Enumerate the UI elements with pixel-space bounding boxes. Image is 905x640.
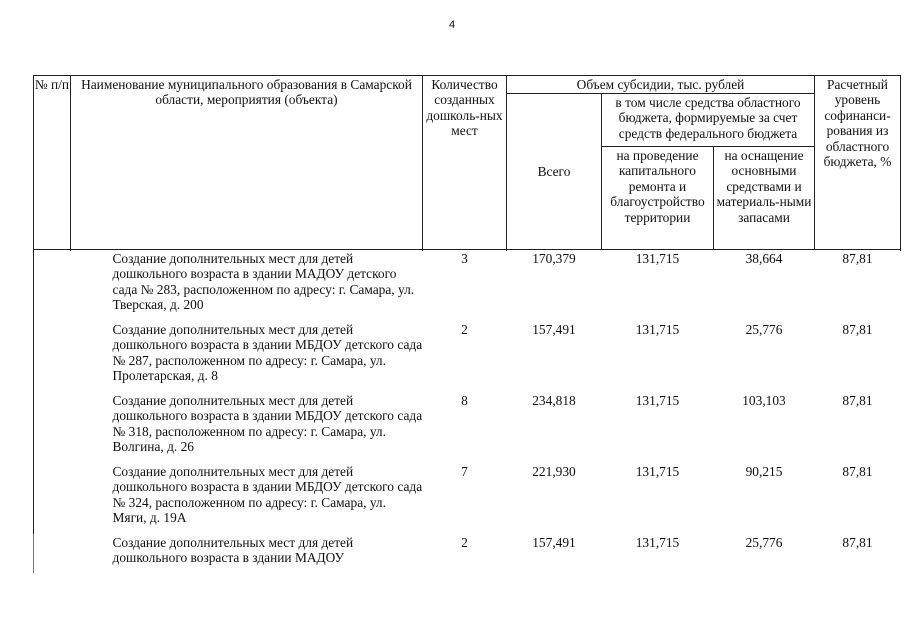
- row-equipment: 25,776: [745, 322, 783, 337]
- row-cofinancing-rate: 87,81: [842, 535, 873, 550]
- row-cofinancing-rate: 87,81: [842, 322, 873, 337]
- row-places-count: 8: [461, 393, 468, 408]
- row-capital-repair: 131,715: [635, 393, 680, 408]
- table-row: [34, 392, 901, 463]
- header-total: Всего: [507, 94, 602, 250]
- row-object-name: Создание дополнительных мест для детей дошкольного возраста в здании МАДОУ: [112, 535, 354, 566]
- row-total: 234,818: [532, 393, 576, 408]
- table-row: [34, 463, 901, 534]
- row-places-count: 2: [461, 535, 468, 550]
- row-object-name: Создание дополнительных мест для детей дошкольного возраста в здании МБДОУ детского сада № 318, расположенном по адресу: г. Самара, ул. Волгина, д. 26: [112, 393, 423, 455]
- header-number: № п/п: [34, 76, 71, 250]
- row-total: 221,930: [532, 464, 576, 479]
- row-equipment: 90,215: [745, 464, 783, 479]
- row-equipment: 103,103: [742, 393, 786, 408]
- header-equipment: на оснащение основными средствами и материаль-ными запасами: [714, 147, 815, 250]
- row-places-count: 7: [461, 464, 468, 479]
- row-capital-repair: 131,715: [635, 464, 680, 479]
- row-object-name: Создание дополнительных мест для детей дошкольного возраста в здании МАДОУ детского сада № 283, расположенном по адресу: г. Самара, ул. Тверская, д. 200: [112, 251, 415, 313]
- row-number: [34, 463, 71, 534]
- header-subsidy-volume: Объем субсидии, тыс. рублей: [507, 76, 815, 94]
- row-equipment: 25,776: [745, 535, 783, 550]
- row-object-name: Создание дополнительных мест для детей дошкольного возраста в здании МБДОУ детского сада № 324, расположенном по адресу: г. Самара, ул. Мяги, д. 19А: [112, 464, 423, 526]
- row-number: [34, 534, 71, 573]
- header-cofinancing-rate: Расчетный уровень софинанси-рования из областного бюджета, %: [815, 76, 901, 250]
- row-total: 157,491: [532, 322, 576, 337]
- row-object-name: Создание дополнительных мест для детей дошкольного возраста в здании МБДОУ детского сада № 287, расположенном по адресу: г. Самара, ул. Пролетарская, д. 8: [112, 322, 423, 384]
- row-capital-repair: 131,715: [635, 250, 680, 266]
- row-equipment: 38,664: [745, 250, 783, 266]
- table-row: [34, 321, 901, 392]
- row-number: [34, 321, 71, 392]
- row-capital-repair: 131,715: [635, 535, 680, 550]
- page-number: 4: [448, 19, 456, 31]
- row-places-count: 3: [461, 251, 468, 266]
- table-row: [34, 250, 901, 322]
- header-federal-funds: в том числе средства областного бюджета, формируемые за счет средств федерального бюджета: [602, 94, 815, 147]
- row-places-count: 2: [461, 322, 468, 337]
- row-total: 170,379: [532, 251, 576, 266]
- header-name: Наименование муниципального образования в Самарской области, мероприятия (объекта): [71, 76, 423, 250]
- row-capital-repair: 131,715: [635, 322, 680, 337]
- header-capital-repair: на проведение капитального ремонта и благоустройство территории: [602, 147, 714, 250]
- row-number: [34, 250, 71, 322]
- row-total: 157,491: [532, 535, 576, 550]
- row-cofinancing-rate: 87,81: [842, 251, 873, 266]
- row-cofinancing-rate: 87,81: [842, 464, 873, 479]
- header-places-count: Количество созданных дошколь-ных мест: [423, 76, 507, 250]
- row-cofinancing-rate: 87,81: [842, 393, 873, 408]
- subsidy-table: [33, 75, 901, 573]
- row-number: [34, 392, 71, 463]
- table-row: [34, 534, 901, 573]
